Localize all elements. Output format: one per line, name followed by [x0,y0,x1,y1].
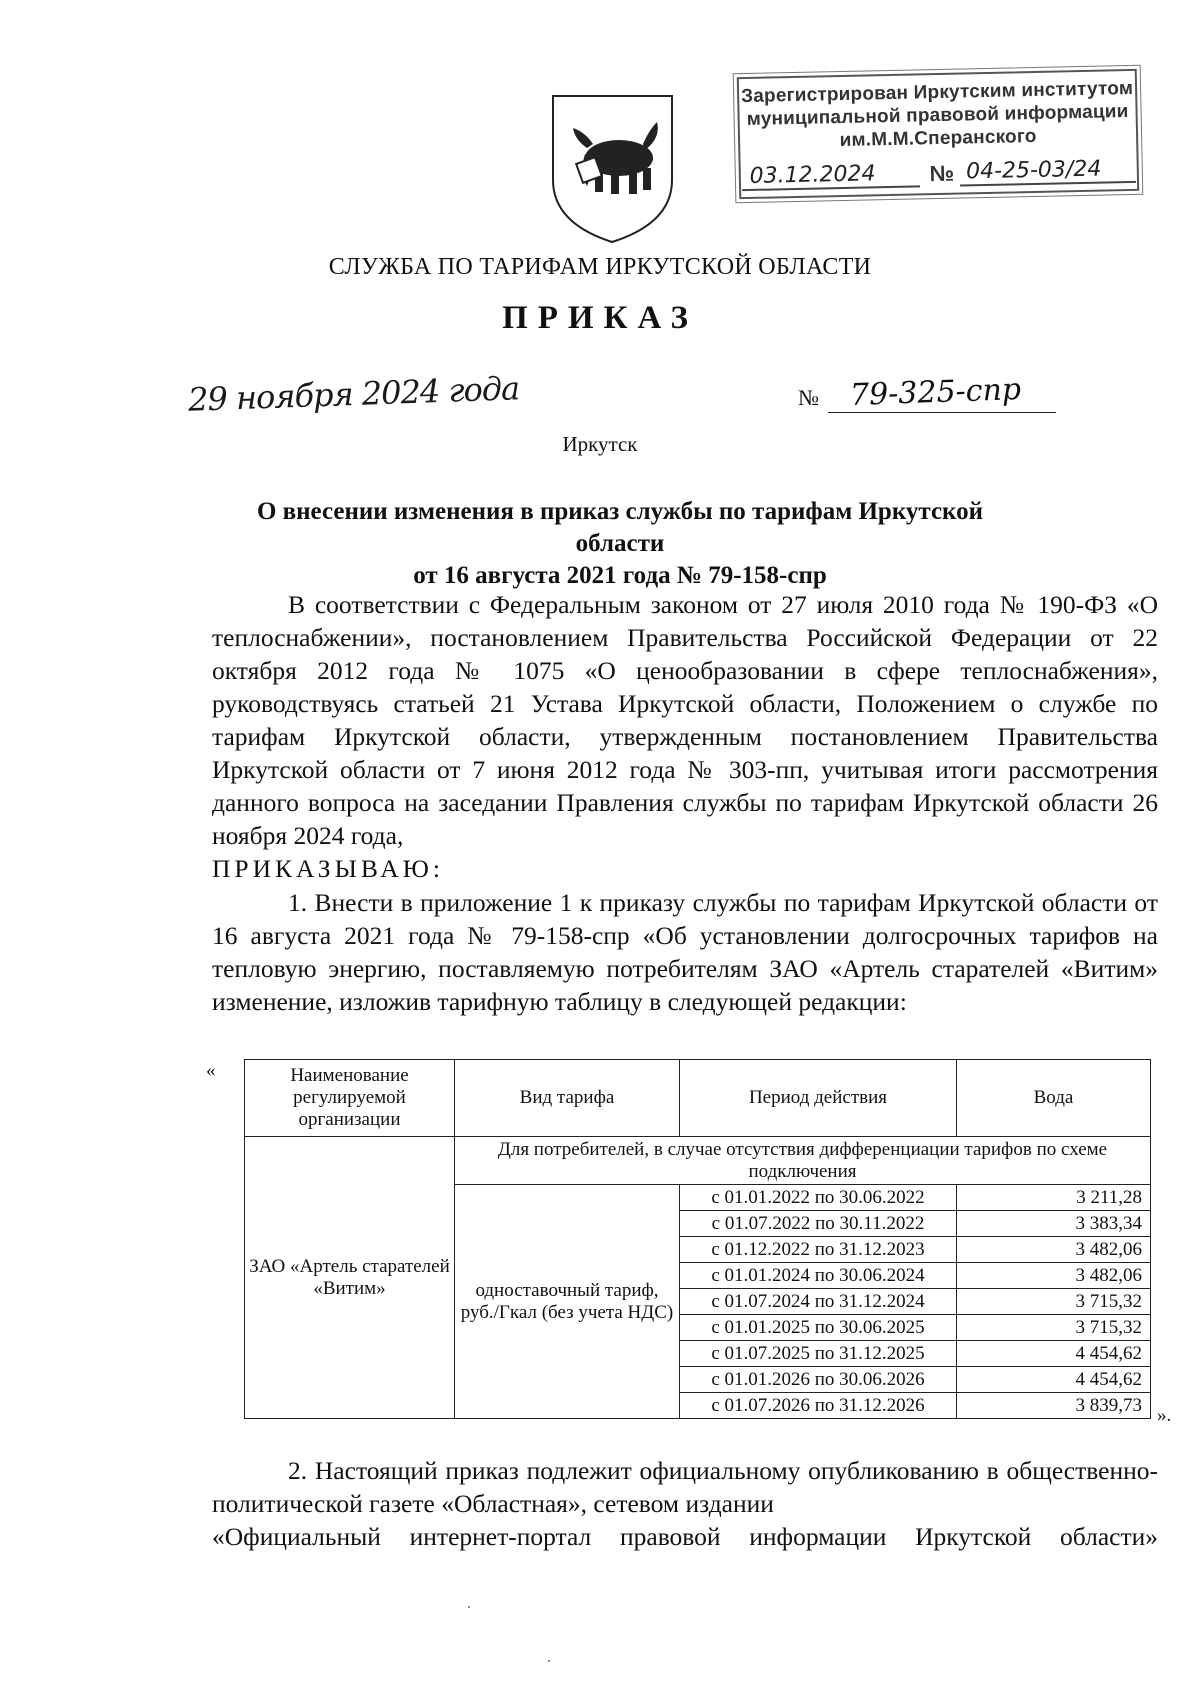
value-cell: 3 383,34 [957,1211,1151,1237]
tariff-type-cell: одноставочный тариф, руб./Гкал (без учета НДС) [455,1185,680,1419]
item-2-line-2: «Официальный интернет-портал правовой информации Иркутской области» [212,1522,1158,1551]
subject-line-1: О внесении изменения в приказ службы по тарифам Иркутской области [256,498,984,557]
stamp-line-2: муниципальной правовой информации [746,101,1129,131]
stamp-registration-row [741,156,1137,191]
value-cell: 3 211,28 [957,1185,1151,1211]
header-organization: Наименование регулируемой организации [245,1060,455,1137]
table-header-row [245,1060,1151,1137]
handwritten-order-number: 79-325-спр [849,372,1022,413]
stamp-number-label: № [929,160,955,187]
document-type-title: ПРИКАЗ [502,300,698,336]
table-quote-close: ». [1157,1405,1172,1426]
period-cell: с 01.07.2022 по 30.11.2022 [680,1211,957,1237]
order-number-label: № [798,385,819,410]
scan-speck [468,1606,470,1608]
item-1-text: 1. Внести в приложение 1 к приказу службы по тарифам Иркутской области от 16 августа 2021 года № 79-158-спр «Об установлении долгосрочных тарифов на тепловую энергию, поставляемую потребителям ЗАО «Артель старателей «Витим» изменение, изложив тарифную таблицу в следующей редакции: [212,888,1158,1016]
tariff-table [244,1059,1151,1419]
value-cell: 3 482,06 [957,1237,1151,1263]
intro-text: В соответствии с Федеральным законом от 27 июля 2010 года № 190-ФЗ «О теплоснабжении», постановлением Правительства Российской Федерации от 22 октября 2012 года № 1075 «О ценообразовании в сфере теплоснабжения», руководствуясь статьей 21 Устава Иркутской области, Положением о службе по тарифам Иркутской области, утвержденным постановлением Правительства Иркутской области от 7 июня 2012 года № 303-пп, учитывая итоги рассмотрения данного вопроса на заседании Правления службы по тарифам Иркутской области 26 ноября 2024 года, [212,590,1158,850]
stamp-date: 03.12.2024 [741,160,920,191]
period-cell: с 01.01.2024 по 30.06.2024 [680,1263,957,1289]
table-subheader-row [245,1137,1151,1185]
stamp-number: 04-25-03/24 [960,156,1137,187]
subject-line-2: от 16 августа 2021 года № 79-158-спр [413,562,827,589]
consumer-subheader: Для потребителей, в случае отсутствия дифференциации тарифов по схеме подключения [455,1137,1151,1185]
organization-name: СЛУЖБА ПО ТАРИФАМ ИРКУТСКОЙ ОБЛАСТИ [328,254,872,280]
value-cell: 4 454,62 [957,1367,1151,1393]
header-period: Период действия [680,1060,957,1137]
handwritten-date: 29 ноября 2024 года [187,369,520,419]
period-cell: с 01.01.2022 по 30.06.2022 [680,1185,957,1211]
item-2-line-1: 2. Настоящий приказ подлежит официальному опубликованию в общественно-политической газете «Областная», сетевом издании [212,1456,1158,1518]
header-tariff-type: Вид тарифа [455,1060,680,1137]
value-cell: 3 715,32 [957,1315,1151,1341]
item-2-paragraph [212,1454,1158,1553]
value-cell: 3 715,32 [957,1289,1151,1315]
organization-cell: ЗАО «Артель старателей «Витим» [245,1137,455,1419]
coat-of-arms-icon [545,88,680,248]
item-2-text [212,1454,1158,1520]
scan-speck [548,1660,550,1662]
order-word: ПРИКАЗЫВАЮ: [212,854,444,883]
document-subject [210,496,1030,592]
value-cell: 3 839,73 [957,1393,1151,1419]
value-cell: 3 482,06 [957,1263,1151,1289]
value-cell: 4 454,62 [957,1341,1151,1367]
period-cell: с 01.07.2024 по 31.12.2024 [680,1289,957,1315]
period-cell: с 01.01.2026 по 30.06.2026 [680,1367,957,1393]
registration-stamp [737,69,1139,199]
city: Иркутск [562,432,638,456]
period-cell: с 01.12.2022 по 31.12.2023 [680,1237,957,1263]
stamp-line-3: им.М.М.Сперанского [839,125,1037,152]
stamp-line-1: Зарегистрирован Иркутским институтом [740,77,1134,108]
item-1-paragraph [212,886,1158,1018]
period-cell: с 01.07.2025 по 31.12.2025 [680,1341,957,1367]
table-quote-open: « [206,1060,216,1081]
period-cell: с 01.07.2026 по 31.12.2026 [680,1393,957,1419]
header-water: Вода [957,1060,1151,1137]
intro-paragraph [212,588,1158,885]
period-cell: с 01.01.2025 по 30.06.2025 [680,1315,957,1341]
